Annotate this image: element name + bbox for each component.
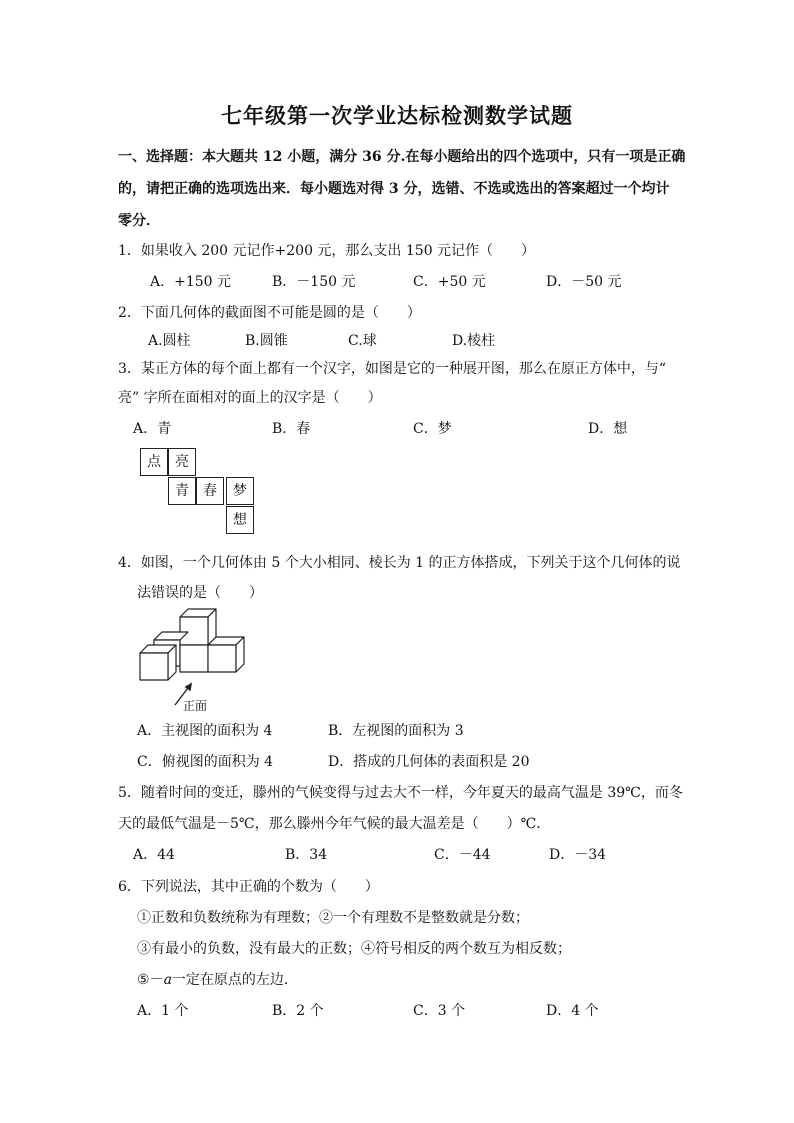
q6-stem: 6．下列说法，其中正确的个数为（ ） <box>118 879 379 895</box>
net-cell-chun: 春 <box>196 477 224 505</box>
q6-option-c: C．3 个 <box>413 1003 466 1019</box>
net-cell-liang: 亮 <box>168 448 196 476</box>
q2-option-d: D.棱柱 <box>452 333 496 349</box>
q4-stem-line1: 4．如图，一个几何体由 5 个大小相同、棱长为 1 的正方体搭成，下列关于这个几何体的说 <box>118 555 681 571</box>
q6-s5-prefix: ⑤－ <box>137 972 164 988</box>
q5-stem-line2: 天的最低气温是－5℃，那么滕州今年气候的最大温差是（ ）℃． <box>118 816 551 832</box>
q4-option-b: B．左视图的面积为 3 <box>328 723 464 739</box>
section-instructions-line3: 零分． <box>118 213 160 229</box>
q3-stem-line1: 3．某正方体的每个面上都有一个汉字，如图是它的一种展开图，那么在原正方体中，与“ <box>118 361 667 377</box>
bottom-cube-front-face-2 <box>208 645 236 672</box>
q6-s5-variable: a <box>163 972 172 988</box>
q6-statements-line3 <box>137 969 298 989</box>
q6-statements-line1: ①正数和负数统称为有理数；②一个有理数不是整数就是分数； <box>137 910 529 926</box>
q3-option-d: D．想 <box>588 421 628 437</box>
q2-option-c: C.球 <box>348 333 377 349</box>
q5-option-b: B．34 <box>285 847 328 863</box>
section-instructions-line1: 一、选择题：本大题共 12 小题，满分 36 分.在每小题给出的四个选项中，只有一项是正确 <box>118 149 686 165</box>
q3-option-c: C．梦 <box>413 421 452 437</box>
front-view-label: 正面 <box>183 699 208 713</box>
q1-option-c: C．+50 元 <box>413 274 486 290</box>
q2-option-b: B.圆锥 <box>245 333 288 349</box>
page-title: 七年级第一次学业达标检测数学试题 <box>221 103 573 128</box>
section-instructions-line2: 的，请把正确的选项选出来．每小题选对得 3 分，选错、不选或选出的答案超过一个均计 <box>118 181 670 197</box>
q6-statements-line2: ③有最小的负数，没有最大的正数；④符号相反的两个数互为相反数； <box>137 941 571 957</box>
q3-option-a: A．青 <box>133 421 172 437</box>
q4-option-a: A．主视图的面积为 4 <box>137 723 273 739</box>
bottom-cube-front-face-1 <box>180 645 208 672</box>
q5-option-d: D．－34 <box>549 847 607 863</box>
q4-option-c: C．俯视图的面积为 4 <box>137 754 274 770</box>
net-cell-dian: 点 <box>140 448 168 476</box>
q1-option-b: B．－150 元 <box>272 274 356 290</box>
q5-option-a: A．44 <box>133 847 175 863</box>
q6-option-d: D．4 个 <box>546 1003 599 1019</box>
q3-option-b: B．春 <box>272 421 311 437</box>
q3-stem-line2: 亮” 字所在面相对的面上的汉字是（ ） <box>118 390 382 406</box>
q2-option-a: A.圆柱 <box>148 333 191 349</box>
q6-s5-suffix: 一定在原点的左边． <box>171 972 298 988</box>
q6-option-b: B．2 个 <box>272 1003 324 1019</box>
q5-option-c: C．－44 <box>434 847 491 863</box>
q1-stem: 1．如果收入 200 元记作+200 元，那么支出 150 元记作（ ） <box>118 243 536 259</box>
front-cube-front-face <box>140 653 168 680</box>
q4-stem-line2: 法错误的是（ ） <box>137 585 263 601</box>
q4-option-d: D．搭成的几何体的表面积是 20 <box>328 754 530 770</box>
q5-stem-line1: 5．随着时间的变迁，滕州的气候变得与过去大不一样，今年夏天的最高气温是 39℃，而冬 <box>118 785 683 801</box>
q1-option-d: D．－50 元 <box>546 274 622 290</box>
net-cell-qing: 青 <box>168 477 196 505</box>
top-cube-front-face <box>180 617 208 645</box>
net-cell-xiang: 想 <box>226 506 254 534</box>
net-cell-meng: 梦 <box>226 477 254 505</box>
q1-option-a: A．+150 元 <box>150 274 232 290</box>
q2-stem: 2．下面几何体的截面图不可能是圆的是（ ） <box>118 305 421 321</box>
q6-option-a: A．1 个 <box>137 1003 189 1019</box>
